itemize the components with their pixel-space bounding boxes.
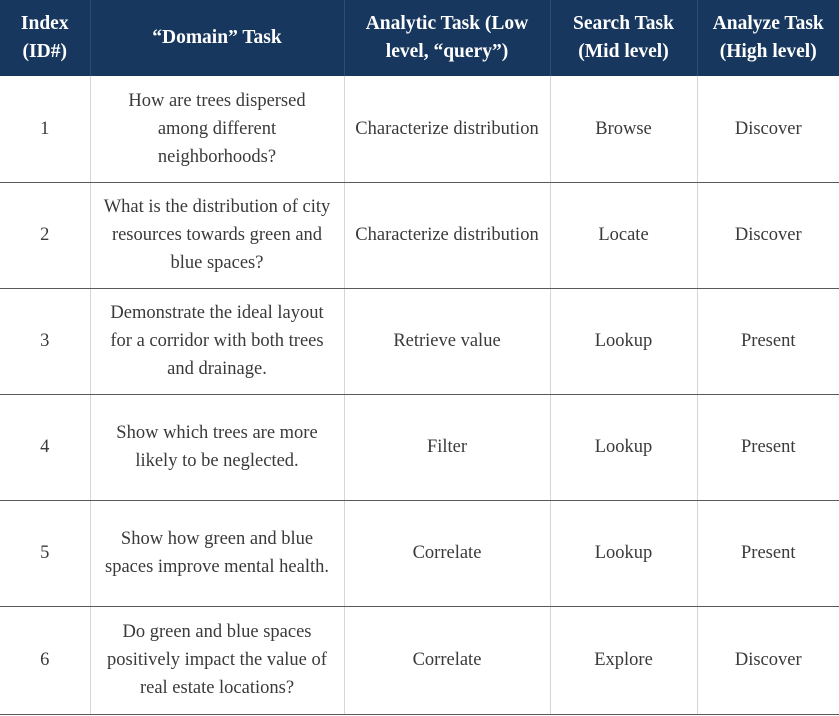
cell-index: 4 [0,394,90,500]
cell-search-task: Lookup [550,288,697,394]
cell-analytic-task: Filter [344,394,550,500]
cell-index: 3 [0,288,90,394]
cell-search-task: Lookup [550,500,697,606]
header-analytic-task: Analytic Task (Low level, “query”) [344,0,550,76]
cell-domain-task: Show which trees are more likely to be neglected. [90,394,344,500]
header-analyze-task: Analyze Task (High level) [697,0,839,76]
cell-index: 6 [0,606,90,714]
cell-analytic-task: Correlate [344,606,550,714]
cell-analytic-task: Correlate [344,500,550,606]
cell-index: 5 [0,500,90,606]
cell-domain-task: Demonstrate the ideal layout for a corridor with both trees and drainage. [90,288,344,394]
cell-domain-task: Do green and blue spaces positively impact the value of real estate locations? [90,606,344,714]
cell-index: 2 [0,182,90,288]
cell-search-task: Explore [550,606,697,714]
header-domain-task: “Domain” Task [90,0,344,76]
cell-analyze-task: Discover [697,182,839,288]
table-row [0,394,839,500]
table-body [0,76,839,714]
table-row [0,76,839,182]
cell-analyze-task: Discover [697,606,839,714]
cell-domain-task: Show how green and blue spaces improve mental health. [90,500,344,606]
table-row [0,182,839,288]
cell-domain-task: What is the distribution of city resources towards green and blue spaces? [90,182,344,288]
cell-index: 1 [0,76,90,182]
cell-analytic-task: Characterize distribution [344,76,550,182]
cell-analyze-task: Discover [697,76,839,182]
header-row [0,0,839,76]
cell-search-task: Locate [550,182,697,288]
cell-analyze-task: Present [697,500,839,606]
table-row [0,500,839,606]
cell-search-task: Browse [550,76,697,182]
cell-search-task: Lookup [550,394,697,500]
header-search-task: Search Task (Mid level) [550,0,697,76]
table-row [0,288,839,394]
header-index: Index (ID#) [0,0,90,76]
cell-analyze-task: Present [697,394,839,500]
table-row [0,606,839,714]
cell-domain-task: How are trees dispersed among different neighborhoods? [90,76,344,182]
cell-analytic-task: Retrieve value [344,288,550,394]
cell-analytic-task: Characterize distribution [344,182,550,288]
table-header [0,0,839,76]
cell-analyze-task: Present [697,288,839,394]
